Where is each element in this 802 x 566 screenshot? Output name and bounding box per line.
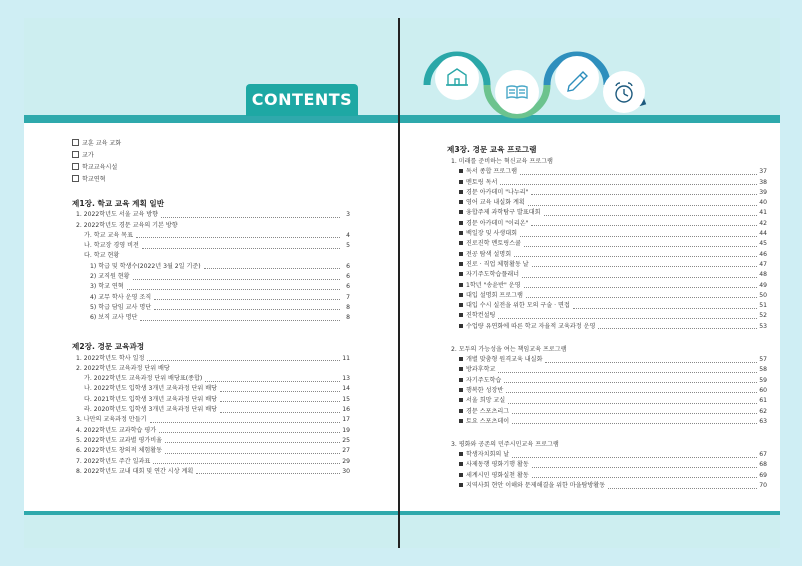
dot-leader [531, 194, 757, 195]
square-bullet-icon [459, 241, 463, 245]
dot-leader [520, 174, 757, 175]
toc-row [447, 321, 767, 331]
page-number: 63 [759, 417, 767, 425]
page-number: 44 [759, 230, 767, 238]
page-number: 17 [342, 416, 350, 424]
right-sections [447, 156, 767, 491]
dot-leader [532, 467, 757, 468]
page-number: 50 [759, 291, 767, 299]
toc-row [72, 220, 350, 230]
toc-label: 1학년 "송윤반" 운영 [459, 281, 521, 291]
square-bullet-icon [459, 324, 463, 328]
toc-row [447, 311, 767, 321]
square-bullet-icon [459, 293, 463, 297]
toc-row [72, 467, 350, 477]
toc-label: 사제동행 평화기행 활동 [459, 460, 529, 470]
toc-row [72, 261, 350, 271]
toc-row [72, 231, 350, 241]
square-bullet-icon [459, 357, 463, 361]
dot-leader [220, 401, 340, 402]
toc-row [447, 365, 767, 375]
square-bullet-icon [459, 231, 463, 235]
checklist-item: 학교교육시설 [72, 162, 350, 174]
toc-label: 진로 · 직업 체험활동 날 [459, 260, 529, 270]
page-number: 14 [342, 385, 350, 393]
spacer [72, 323, 350, 335]
toc-label: 자기주도학습 [459, 376, 501, 386]
toc-label: 가. 학교 교육 목표 [84, 231, 133, 239]
page-number: 4 [346, 231, 350, 239]
page-number: 52 [759, 312, 767, 320]
checklist-item: 교가 [72, 150, 350, 162]
page-number: 42 [759, 219, 767, 227]
toc-label: 2. 2022학년도 경문 교육의 기본 방향 [76, 221, 178, 229]
square-bullet-icon [459, 473, 463, 477]
toc-label: 2. 2022학년도 교육과정 단위 배당 [76, 364, 170, 372]
page-number: 46 [759, 250, 767, 258]
dot-leader [531, 225, 757, 226]
square-bullet-icon [459, 367, 463, 371]
dot-leader [498, 372, 757, 373]
toc-row [72, 272, 350, 282]
dot-leader [526, 297, 757, 298]
dot-leader [165, 453, 340, 454]
toc-label: 경문 아카데미 "이리온" [459, 219, 528, 229]
dot-leader [140, 320, 340, 321]
page-number: 8 [346, 303, 350, 311]
page-number: 11 [342, 354, 350, 362]
toc-row [72, 384, 350, 394]
right-toc [447, 138, 767, 491]
square-bullet-icon [459, 169, 463, 173]
chapter-title: 제1장. 학교 교육 계획 일반 [72, 199, 165, 208]
toc-label: 8. 2022학년도 교내 대회 및 연간 시상 계획 [76, 467, 194, 475]
toc-label: 4. 2022학년도 교과학습 평가 [76, 426, 157, 434]
toc-row [447, 270, 767, 280]
page-number: 15 [342, 395, 350, 403]
toc-row [72, 313, 350, 323]
toc-label: 대입 수시 실전을 위한 모의 구술 · 면접 [459, 301, 570, 311]
toc-label: 5. 2022학년도 교과별 평가비율 [76, 436, 162, 444]
toc-row [447, 386, 767, 396]
square-bullet-icon [459, 388, 463, 392]
square-bullet-icon [459, 462, 463, 466]
top-band-stripe [24, 115, 398, 123]
page-number: 19 [342, 426, 350, 434]
square-bullet-icon [459, 272, 463, 276]
toc-row [72, 405, 350, 415]
page-number: 41 [759, 209, 767, 217]
page-number: 70 [759, 482, 767, 490]
toc-row [447, 375, 767, 385]
page-number: 53 [759, 322, 767, 330]
page-number: 51 [759, 302, 767, 310]
checkbox-icon [72, 139, 79, 146]
square-bullet-icon [459, 398, 463, 402]
section-title: 1. 미래를 준비하는 혁신교육 프로그램 [451, 158, 553, 165]
left-page [24, 18, 398, 548]
dot-leader [522, 277, 757, 278]
dot-leader [512, 457, 757, 458]
toc-label: 수업량 유연화에 따른 학교 자율적 교육과정 운영 [459, 322, 595, 332]
toc-row [447, 218, 767, 228]
toc-label: 2) 교직원 현황 [90, 273, 130, 281]
toc-label: 방과후학교 [459, 365, 495, 375]
page-number: 57 [759, 356, 767, 364]
dot-leader [220, 391, 340, 392]
square-bullet-icon [459, 252, 463, 256]
dot-leader [220, 412, 340, 413]
toc-row [72, 425, 350, 435]
square-bullet-icon [459, 303, 463, 307]
toc-row [447, 198, 767, 208]
toc-label: 1. 2022학년도 학사 일정 [76, 354, 145, 362]
dot-leader [196, 473, 340, 474]
toc-row [447, 188, 767, 198]
square-bullet-icon [459, 200, 463, 204]
page-number: 60 [759, 386, 767, 394]
toc-row [72, 210, 350, 220]
page-number: 25 [342, 436, 350, 444]
dot-leader [165, 442, 340, 443]
toc-row [447, 460, 767, 470]
page-number: 40 [759, 199, 767, 207]
toc-row [447, 406, 767, 416]
page-number: 69 [759, 471, 767, 479]
toc-label: 라. 2020학년도 입학생 3개년 교육과정 단위 배당 [84, 406, 218, 414]
toc-label: 멘토링 독서 [459, 178, 497, 188]
toc-label: 1. 2022학년도 서울 교육 방향 [76, 211, 159, 219]
checkbox-icon [72, 175, 79, 182]
toc-label: 나. 2022학년도 입학생 3개년 교육과정 단위 배당 [84, 385, 218, 393]
page-number: 47 [759, 260, 767, 268]
checklist-item: 교훈 교육 교화 [72, 138, 350, 150]
toc-label: 토요 스포츠데이 [459, 417, 509, 427]
page-number: 48 [759, 271, 767, 279]
page-number: 30 [342, 467, 350, 475]
toc-label: 1) 학급 및 학생수(2022년 3월 2일 기준) [90, 262, 201, 270]
toc-row [447, 208, 767, 218]
toc-label: 진학컨설팅 [459, 311, 495, 321]
toc-row [72, 241, 350, 251]
toc-row [72, 374, 350, 384]
page-number: 37 [759, 168, 767, 176]
dot-leader [520, 236, 757, 237]
square-bullet-icon [459, 283, 463, 287]
dot-leader [573, 308, 757, 309]
page-number: 16 [342, 406, 350, 414]
toc-row [447, 239, 767, 249]
toc-row [72, 436, 350, 446]
page-number: 8 [346, 314, 350, 322]
toc-label: 개별 맞춤형 원격교육 내실화 [459, 355, 542, 365]
page-number: 49 [759, 281, 767, 289]
left-toc [72, 138, 350, 477]
toc-label: 세계시민 평화실천 활동 [459, 471, 529, 481]
toc-label: 다. 2021학년도 입학생 3개년 교육과정 단위 배당 [84, 395, 218, 403]
bottom-band [24, 515, 398, 548]
toc-label: 경문 아카데미 "나누리" [459, 188, 528, 198]
page-number: 7 [346, 293, 350, 301]
square-bullet-icon [459, 378, 463, 382]
page-number: 3 [346, 211, 350, 219]
square-bullet-icon [459, 210, 463, 214]
dot-leader [154, 309, 340, 310]
dot-leader [161, 217, 340, 218]
toc-label: 3. 나만의 교육과정 만들기 [76, 416, 147, 424]
toc-row [447, 355, 767, 365]
toc-label: 독서 종합 프로그램 [459, 167, 517, 177]
toc-label: 5) 학급 담임 교사 명단 [90, 303, 152, 311]
page-number: 45 [759, 240, 767, 248]
toc-label: 대입 설명회 프로그램 [459, 291, 523, 301]
toc-row [72, 456, 350, 466]
toc-label: 서울 희망 교실 [459, 396, 505, 406]
toc-label: 학생자치회의 날 [459, 450, 509, 460]
page-number: 68 [759, 461, 767, 469]
toc-row [72, 446, 350, 456]
toc-label: 3) 학교 연혁 [90, 283, 124, 291]
toc-label: 진로진학 멘토링스쿨 [459, 239, 521, 249]
bottom-band [399, 515, 780, 548]
spacer [447, 332, 767, 344]
toc-label: 융합주제 과학탐구 발표대회 [459, 208, 541, 218]
dot-leader [528, 205, 757, 206]
dot-leader [500, 184, 757, 185]
square-bullet-icon [459, 409, 463, 413]
dot-leader [532, 477, 757, 478]
decorative-icon-wave [419, 35, 649, 135]
dot-leader [136, 237, 340, 238]
toc-row [72, 415, 350, 425]
toc-row [447, 470, 767, 480]
dot-leader [159, 432, 340, 433]
section-title: 2. 모두의 가능성을 여는 책임교육 프로그램 [451, 345, 567, 353]
spacer [447, 427, 767, 439]
toc-row [72, 394, 350, 404]
page-number: 6 [346, 262, 350, 270]
page-number: 67 [759, 451, 767, 459]
dot-leader [598, 328, 757, 329]
intro-checklist [72, 138, 350, 186]
toc-row [447, 280, 767, 290]
toc-row [447, 249, 767, 259]
dot-leader [524, 287, 757, 288]
dot-leader [506, 392, 757, 393]
page-number: 38 [759, 178, 767, 186]
dot-leader [608, 488, 757, 489]
dot-leader [532, 266, 757, 267]
dot-leader [512, 423, 757, 424]
dot-leader [204, 268, 340, 269]
dot-leader [150, 422, 341, 423]
toc-row [72, 251, 350, 261]
toc-label: 지역사회 현안 이해와 문제해결을 위한 마을탐방활동 [459, 481, 605, 491]
dot-leader [142, 248, 340, 249]
square-bullet-icon [459, 180, 463, 184]
page-number: 27 [342, 447, 350, 455]
dot-leader [154, 299, 340, 300]
toc-row [447, 301, 767, 311]
square-bullet-icon [459, 452, 463, 456]
page-number: 29 [342, 457, 350, 465]
chapter-title: 제3장. 경문 교육 프로그램 [447, 145, 537, 154]
page-number: 62 [759, 407, 767, 415]
toc-row [72, 364, 350, 374]
dot-leader [514, 256, 757, 257]
toc-row [447, 481, 767, 491]
dot-leader [133, 279, 340, 280]
toc-row [447, 291, 767, 301]
toc-label: 7. 2022학년도 주간 일과표 [76, 457, 151, 465]
toc-row [447, 229, 767, 239]
page-number: 58 [759, 366, 767, 374]
dot-leader [147, 360, 340, 361]
toc-label: 경문 스포츠리그 [459, 407, 509, 417]
right-page [399, 18, 780, 548]
toc-row [72, 353, 350, 363]
square-bullet-icon [459, 190, 463, 194]
dot-leader [153, 463, 340, 464]
page-number: 39 [759, 188, 767, 196]
book-spine [398, 18, 400, 548]
toc-label: 행복한 성장반 [459, 386, 503, 396]
toc-label: 가. 2022학년도 교육과정 단위 배당표(종합) [84, 375, 203, 383]
page-number: 61 [759, 397, 767, 405]
toc-row [72, 282, 350, 292]
dot-leader [545, 362, 757, 363]
toc-row [447, 450, 767, 460]
square-bullet-icon [459, 262, 463, 266]
toc-label: 백일장 및 사생대회 [459, 229, 517, 239]
toc-label: 6) 보직 교사 명단 [90, 314, 138, 322]
toc-label: 전공 탐색 설명회 [459, 250, 511, 260]
square-bullet-icon [459, 483, 463, 487]
chapter-title: 제2장. 경문 교육과정 [72, 342, 145, 352]
dot-leader [544, 215, 757, 216]
checkbox-icon [72, 163, 79, 170]
toc-label: 6. 2022학년도 창의적 체험활동 [76, 447, 162, 455]
dot-leader [498, 318, 757, 319]
square-bullet-icon [459, 419, 463, 423]
dot-leader [512, 413, 757, 414]
toc-label: 영어 교육 내실화 계획 [459, 198, 525, 208]
toc-row [447, 417, 767, 427]
square-bullet-icon [459, 221, 463, 225]
page-number: 59 [759, 376, 767, 384]
page-number: 6 [346, 273, 350, 281]
page-number: 5 [346, 242, 350, 250]
toc-row [447, 260, 767, 270]
page-number: 6 [346, 283, 350, 291]
dot-leader [127, 289, 340, 290]
toc-row [72, 303, 350, 313]
square-bullet-icon [459, 313, 463, 317]
toc-row [447, 396, 767, 406]
left-chapters [72, 198, 350, 477]
contents-tab: CONTENTS [246, 84, 358, 116]
booklet-spread [24, 18, 780, 548]
checklist-item: 학교연혁 [72, 174, 350, 186]
toc-label: 나. 학교장 경영 비전 [84, 242, 139, 250]
section-title: 3. 평화와 공존의 민주시민교육 프로그램 [451, 440, 559, 448]
toc-label: 다. 학교 현황 [84, 252, 120, 260]
dot-leader [524, 246, 757, 247]
dot-leader [508, 403, 757, 404]
dot-leader [504, 382, 757, 383]
dot-leader [205, 381, 340, 382]
checkbox-icon [72, 151, 79, 158]
toc-label: 자기주도학습플래너 [459, 270, 519, 280]
toc-row [447, 167, 767, 177]
toc-label: 4) 교무 학사 운영 조직 [90, 293, 152, 301]
page-number: 13 [342, 375, 350, 383]
toc-row [447, 177, 767, 187]
toc-row [72, 292, 350, 302]
